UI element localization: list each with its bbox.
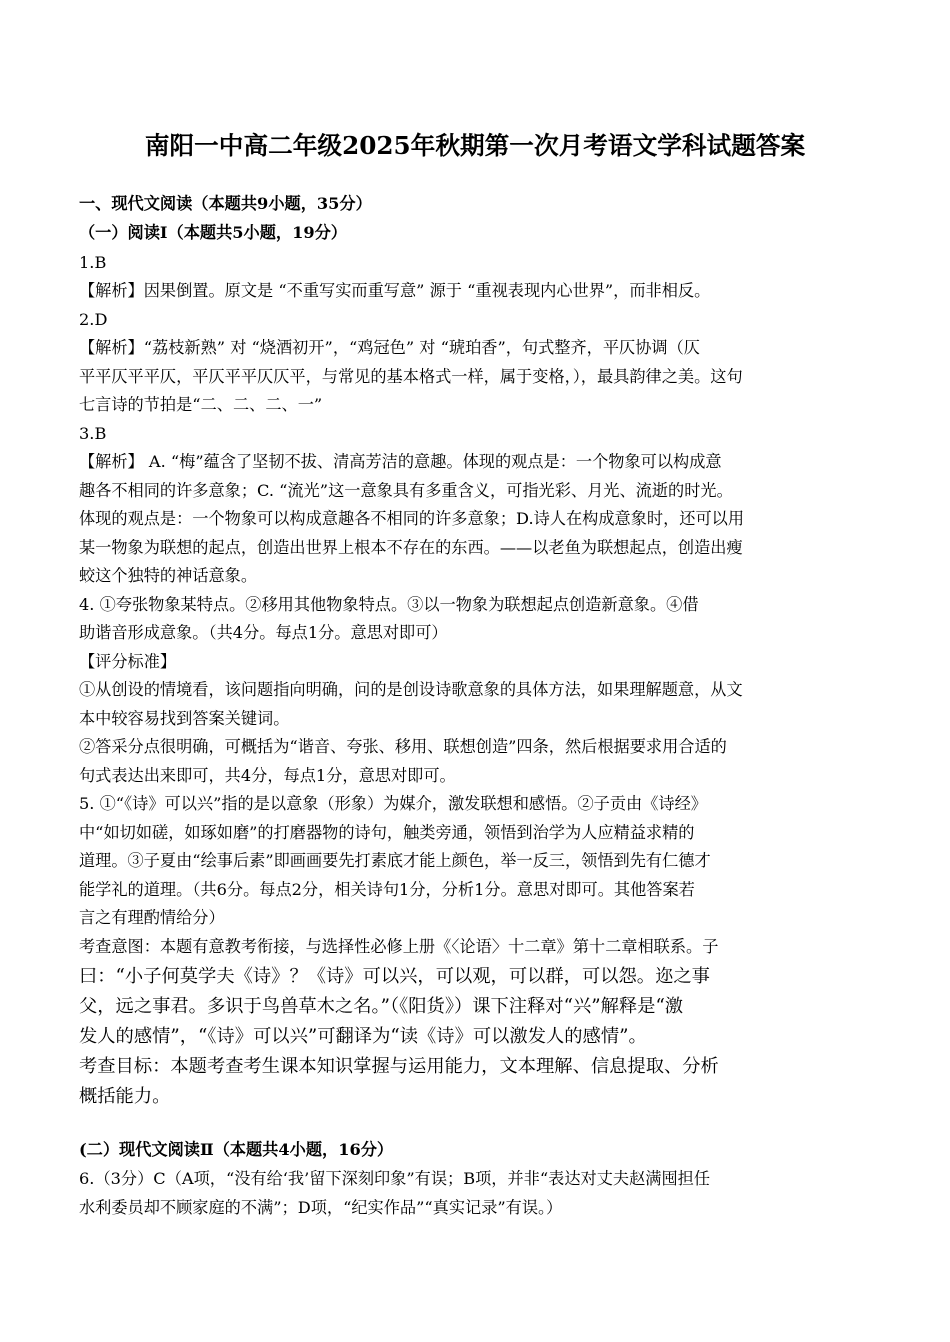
answer-line: 能学礼的道理。（共6分。每点2分，相关诗句1分，分析1分。意思对即可。其他答案若 (79, 880, 695, 899)
answer-line: 言之有理酌情给分） (79, 908, 225, 927)
answer-line: 某一物象为联想的起点，创造出世界上根本不存在的东西。——以老鱼为联想起点，创造出瘦 (79, 538, 743, 557)
answer-line: 3.B (79, 424, 107, 443)
page-title: 南阳一中高二年级2025年秋期第一次月考语文学科试题答案 (144, 131, 806, 160)
answer-line: 【评分标准】 (79, 652, 177, 671)
answer-line: 2.D (79, 310, 108, 329)
answer-line: 发人的感情”，“《诗》可以兴”可翻译为“读《诗》可以激发人的感情”。 (79, 1026, 647, 1047)
answer-line: 考查目标：本题考查考生课本知识掌握与运用能力，文本理解、信息提取、分析 (79, 1056, 719, 1077)
answer-line: 句式表达出来即可，共4分，每点1分，意思对即可。 (79, 766, 456, 785)
answer-line: 4. ①夸张物象某特点。②移用其他物象特点。③以一物象为联想起点创造新意象。④借 (79, 595, 699, 614)
answer-line: 6.（3分）C（A项，“没有给‘我’留下深刻印象”有误；B项，并非“表达对丈夫赵满囤担任 (79, 1169, 711, 1188)
answer-line: 【解析】 A. “梅”蕴含了坚韧不拔、清高芳洁的意趣。体现的观点是：一个物象可以构成意 (79, 452, 722, 471)
answer-line: 趣各不相同的许多意象；C. “流光”这一意象具有多重含义，可指光彩、月光、流逝的时光。 (79, 481, 733, 500)
answer-line: 中“如切如磋，如琢如磨”的打磨器物的诗句，触类旁通，领悟到治学为人应精益求精的 (79, 823, 695, 842)
answer-line: 曰：“小子何莫学夫《诗》？《诗》可以兴，可以观，可以群，可以怨。迩之事 (79, 966, 710, 987)
subsection-heading-1: （一）阅读Ⅰ（本题共5小题，19分） (79, 223, 347, 242)
answer-line: 【解析】“荔枝新熟” 对 “烧酒初开”，“鸡冠色” 对 “琥珀香”，句式整齐，平仄协调（仄 (79, 338, 700, 357)
answer-line: 七言诗的节拍是“二、二、二、一” (79, 395, 323, 414)
answer-line: 道理。③子夏由“绘事后素”即画画要先打素底才能上颜色，举一反三，领悟到先有仁德才 (79, 851, 711, 870)
answer-line: 考查意图：本题有意教考衔接，与选择性必修上册《〈论语〉十二章》第十二章相联系。子 (79, 937, 719, 956)
answer-line: 概括能力。 (79, 1086, 171, 1107)
answer-line: 父，远之事君。多识于鸟兽草木之名。”（《阳货》）课下注释对“兴”解释是“激 (79, 996, 684, 1017)
answer-line: 【解析】因果倒置。原文是 “不重写实而重写意” 源于 “重视表现内心世界”，而非相反。 (79, 281, 711, 300)
section-heading-2: (二）现代文阅读Ⅱ（本题共4小题，16分） (79, 1140, 394, 1159)
answer-line: 水利委员却不顾家庭的不满”；D项，“纪实作品”“真实记录”有误。） (79, 1198, 563, 1217)
answer-line: 体现的观点是：一个物象可以构成意趣各不相同的许多意象；D.诗人在构成意象时，还可以用 (79, 509, 745, 528)
answer-line: 1.B (79, 253, 107, 272)
answer-line: 本中较容易找到答案关键词。 (79, 709, 290, 728)
answer-line: 平平仄平平仄，平仄平平仄仄平，与常见的基本格式一样，属于变格，），最具韵律之美。这句 (79, 367, 743, 386)
answer-line: 5. ①“《诗》可以兴”指的是以意象（形象）为媒介，激发联想和感悟。②子贡由《诗经》 (79, 794, 707, 813)
answer-line: ②答采分点很明确，可概括为“谐音、夸张、移用、联想创造”四条，然后根据要求用合适的 (79, 737, 727, 756)
answer-line: 助谐音形成意象。（共4分。每点1分。意思对即可） (79, 623, 448, 642)
answer-line: ①从创设的情境看，该问题指向明确，问的是创设诗歌意象的具体方法，如果理解题意，从文 (79, 680, 743, 699)
answer-line: 蛟这个独特的神话意象。 (79, 566, 258, 585)
section-heading-1: 一、现代文阅读（本题共9小题，35分） (79, 194, 372, 213)
